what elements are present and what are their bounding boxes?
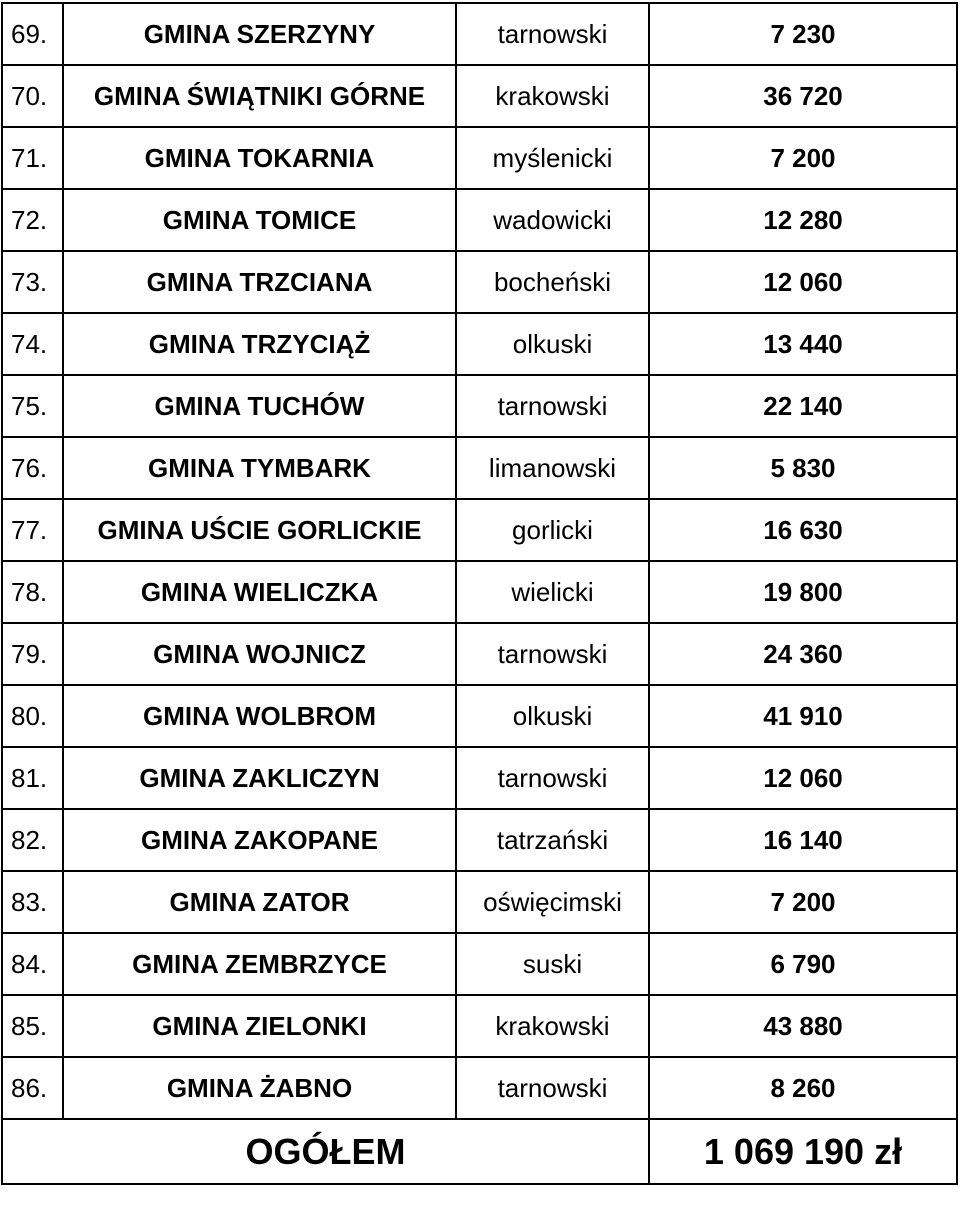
table-row [2,251,957,313]
gmina-name: GMINA ZATOR [63,871,456,933]
row-number: 81. [2,747,63,809]
gmina-name: GMINA ZAKLICZYN [63,747,456,809]
total-amount: 1 069 190 zł [649,1119,957,1184]
amount: 12 060 [649,747,957,809]
county-name: oświęcimski [456,871,649,933]
county-name: tarnowski [456,747,649,809]
table-row [2,561,957,623]
amount: 7 200 [649,871,957,933]
county-name: tatrzański [456,809,649,871]
gmina-name: GMINA WIELICZKA [63,561,456,623]
row-number: 76. [2,437,63,499]
amount: 12 060 [649,251,957,313]
county-name: limanowski [456,437,649,499]
total-label: OGÓŁEM [2,1119,649,1184]
county-name: bocheński [456,251,649,313]
table-row [2,933,957,995]
county-name: tarnowski [456,623,649,685]
table-row [2,499,957,561]
row-number: 79. [2,623,63,685]
amount: 12 280 [649,189,957,251]
gmina-name: GMINA WOLBROM [63,685,456,747]
gmina-name: GMINA ZEMBRZYCE [63,933,456,995]
county-name: olkuski [456,313,649,375]
amount: 5 830 [649,437,957,499]
amount: 6 790 [649,933,957,995]
table-row [2,685,957,747]
row-number: 83. [2,871,63,933]
table-row [2,189,957,251]
amount: 19 800 [649,561,957,623]
county-name: wielicki [456,561,649,623]
county-name: tarnowski [456,1057,649,1119]
table-row [2,871,957,933]
table-row [2,65,957,127]
county-name: tarnowski [456,375,649,437]
row-number: 73. [2,251,63,313]
gmina-name: GMINA TRZCIANA [63,251,456,313]
amount: 7 230 [649,3,957,65]
total-row [2,1119,957,1184]
table-row [2,809,957,871]
row-number: 78. [2,561,63,623]
gmina-name: GMINA UŚCIE GORLICKIE [63,499,456,561]
amount: 43 880 [649,995,957,1057]
row-number: 69. [2,3,63,65]
gmina-name: GMINA TOKARNIA [63,127,456,189]
county-name: wadowicki [456,189,649,251]
gmina-name: GMINA WOJNICZ [63,623,456,685]
amount: 22 140 [649,375,957,437]
gmina-name: GMINA TYMBARK [63,437,456,499]
table-row [2,437,957,499]
table-row [2,1057,957,1119]
gmina-name: GMINA ZIELONKI [63,995,456,1057]
county-name: krakowski [456,995,649,1057]
row-number: 74. [2,313,63,375]
grants-table [1,2,958,1185]
gmina-name: GMINA TUCHÓW [63,375,456,437]
table-row [2,995,957,1057]
row-number: 70. [2,65,63,127]
row-number: 85. [2,995,63,1057]
amount: 8 260 [649,1057,957,1119]
row-number: 71. [2,127,63,189]
county-name: krakowski [456,65,649,127]
row-number: 82. [2,809,63,871]
table-row [2,375,957,437]
amount: 41 910 [649,685,957,747]
table-row [2,623,957,685]
county-name: tarnowski [456,3,649,65]
row-number: 84. [2,933,63,995]
gmina-name: GMINA ZAKOPANE [63,809,456,871]
county-name: suski [456,933,649,995]
gmina-name: GMINA TRZYCIĄŻ [63,313,456,375]
amount: 24 360 [649,623,957,685]
gmina-name: GMINA ŻABNO [63,1057,456,1119]
row-number: 72. [2,189,63,251]
amount: 13 440 [649,313,957,375]
gmina-name: GMINA TOMICE [63,189,456,251]
amount: 16 630 [649,499,957,561]
amount: 16 140 [649,809,957,871]
row-number: 86. [2,1057,63,1119]
table-body [2,3,957,1184]
table-row [2,3,957,65]
amount: 36 720 [649,65,957,127]
table-row [2,313,957,375]
county-name: gorlicki [456,499,649,561]
row-number: 75. [2,375,63,437]
row-number: 80. [2,685,63,747]
county-name: myślenicki [456,127,649,189]
row-number: 77. [2,499,63,561]
table-row [2,747,957,809]
amount: 7 200 [649,127,957,189]
table-row [2,127,957,189]
gmina-name: GMINA SZERZYNY [63,3,456,65]
gmina-name: GMINA ŚWIĄTNIKI GÓRNE [63,65,456,127]
county-name: olkuski [456,685,649,747]
